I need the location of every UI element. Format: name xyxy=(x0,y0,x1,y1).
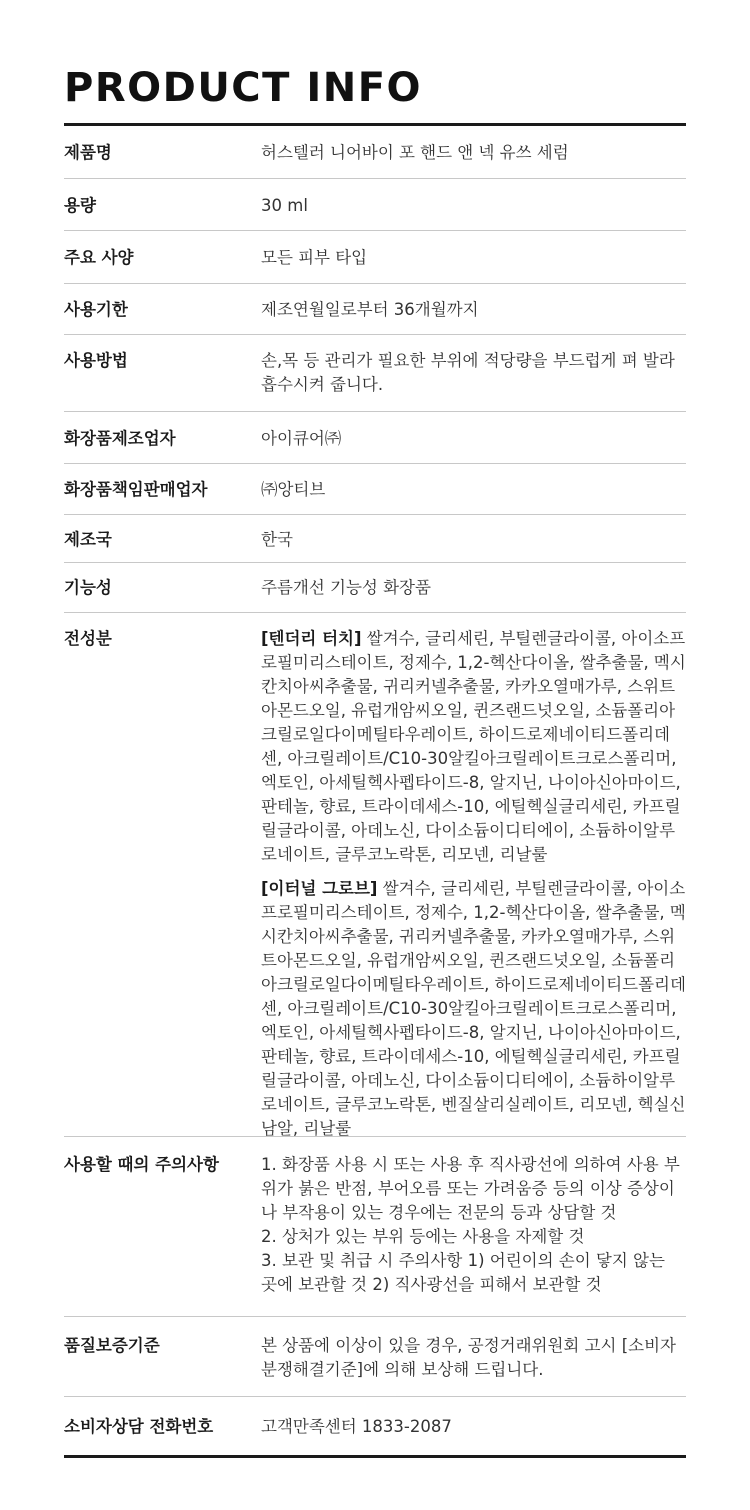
row-contact xyxy=(64,1397,686,1455)
row-value: 본 상품에 이상이 있을 경우, 공정거래위원회 고시 [소비자분쟁해결기준]에 의해 보상해 드립니다. xyxy=(261,1336,676,1379)
row-label: 품질보증기준 xyxy=(64,1336,160,1355)
row-label: 사용할 때의 주의사항 xyxy=(64,1155,219,1174)
row-volume xyxy=(64,179,686,231)
row-label: 제품명 xyxy=(64,143,112,162)
row-caution xyxy=(64,1137,686,1317)
ingredient-group-text: 쌀겨수, 글리세린, 부틸렌글라이콜, 아이소프로필미리스테이트, 정제수, 1,2-헥산다이올, 쌀추출물, 멕시칸치아씨추출물, 귀리커넬추출물, 카카오열매가루, 스위트아몬드오일, 유럽개암씨오일, 퀸즈랜드넛오일, 소듐폴리아크릴로일다이메틸타우레이트, 하이드로제네이티드폴리데센, 아크릴레이트/C10-30알킬아크릴레이트크로스폴리머, 엑토인, 아세틸헥사펩타이드-8, 알지닌, 나이아신아마이드, 판테놀, 향료, 트라이데세스-10, 에틸헥실글리세린, 카프릴릴글라이콜, 아데노신, 다이소듐이디티에이, 소듐하이알루로네이트, 글루코노락톤, 리모넨, 리날룰 xyxy=(261,629,686,864)
row-value: 모든 피부 타입 xyxy=(261,248,368,267)
product-info-table xyxy=(64,123,686,1458)
row-seller xyxy=(64,464,686,515)
row-ingredients xyxy=(64,613,686,1137)
ingredient-group-name: [텐더리 터치] xyxy=(261,629,362,648)
row-value: ㈜앙티브 xyxy=(261,480,326,499)
row-label: 제조국 xyxy=(64,530,112,549)
page-title: PRODUCT INFO xyxy=(64,65,423,111)
ingredient-group xyxy=(261,877,686,1141)
row-label: 사용기한 xyxy=(64,300,128,319)
row-expiration xyxy=(64,284,686,335)
ingredient-group-name: [이터널 그로브] xyxy=(261,879,378,898)
row-product-name xyxy=(64,126,686,179)
row-country xyxy=(64,515,686,563)
row-label: 화장품책임판매업자 xyxy=(64,480,208,499)
row-label: 용량 xyxy=(64,196,96,215)
caution-item: 3. 보관 및 취급 시 주의사항 1) 어린이의 손이 닿지 않는 곳에 보관할 것 2) 직사광선을 피해서 보관할 것 xyxy=(261,1251,665,1294)
row-value: 주름개선 기능성 화장품 xyxy=(261,578,431,597)
row-value: 제조연월일로부터 36개월까지 xyxy=(261,300,479,319)
row-how-to-use xyxy=(64,335,686,412)
row-label: 사용방법 xyxy=(64,351,128,370)
row-value: 한국 xyxy=(261,530,293,549)
row-label: 기능성 xyxy=(64,578,112,597)
caution-list xyxy=(261,1153,686,1316)
row-label: 화장품제조업자 xyxy=(64,429,176,448)
row-main-spec xyxy=(64,231,686,284)
ingredient-group-text: 쌀겨수, 글리세린, 부틸렌글라이콜, 아이소프로필미리스테이트, 정제수, 1,2-헥산다이올, 쌀추출물, 멕시칸치아씨추출물, 귀리커넬추출물, 카카오열매가루, 스위트아몬드오일, 유럽개암씨오일, 퀸즈랜드넛오일, 소듐폴리아크릴로일다이메틸타우레이트, 하이드로제네이티드폴리데센, 아크릴레이트/C10-30알킬아크릴레이트크로스폴리머, 엑토인, 아세틸헥사펩타이드-8, 알지닌, 나이아신아마이드, 판테놀, 향료, 트라이데세스-10, 에틸헥실글리세린, 카프릴릴글라이콜, 아데노신, 다이소듐이디티에이, 소듐하이알루로네이트, 글루코노락톤, 벤질살리실레이트, 리모넨, 헥실신남알, 리날룰 xyxy=(261,879,686,1138)
ingredient-group xyxy=(261,627,686,867)
row-value: 허스텔러 니어바이 포 핸드 앤 넥 유쓰 세럼 xyxy=(261,143,569,162)
row-function xyxy=(64,563,686,613)
ingredients-list xyxy=(261,627,686,1136)
row-value: 30 ml xyxy=(261,196,308,215)
caution-item: 2. 상처가 있는 부위 등에는 사용을 자제할 것 xyxy=(261,1227,585,1246)
row-value: 손,목 등 관리가 필요한 부위에 적당량을 부드럽게 펴 발라 흡수시켜 줍니다. xyxy=(261,351,675,394)
row-label: 주요 사양 xyxy=(64,248,134,267)
row-manufacturer xyxy=(64,412,686,464)
row-label: 소비자상담 전화번호 xyxy=(64,1417,214,1436)
row-label: 전성분 xyxy=(64,629,112,648)
row-value: 아이큐어㈜ xyxy=(261,429,342,448)
row-warranty xyxy=(64,1317,686,1397)
row-value: 고객만족센터 1833-2087 xyxy=(261,1417,452,1436)
caution-item: 1. 화장품 사용 시 또는 사용 후 직사광선에 의하여 사용 부위가 붉은 반점, 부어오름 또는 가려움증 등의 이상 증상이나 부작용이 있는 경우에는 전문의 등과 상담할 것 xyxy=(261,1155,680,1222)
